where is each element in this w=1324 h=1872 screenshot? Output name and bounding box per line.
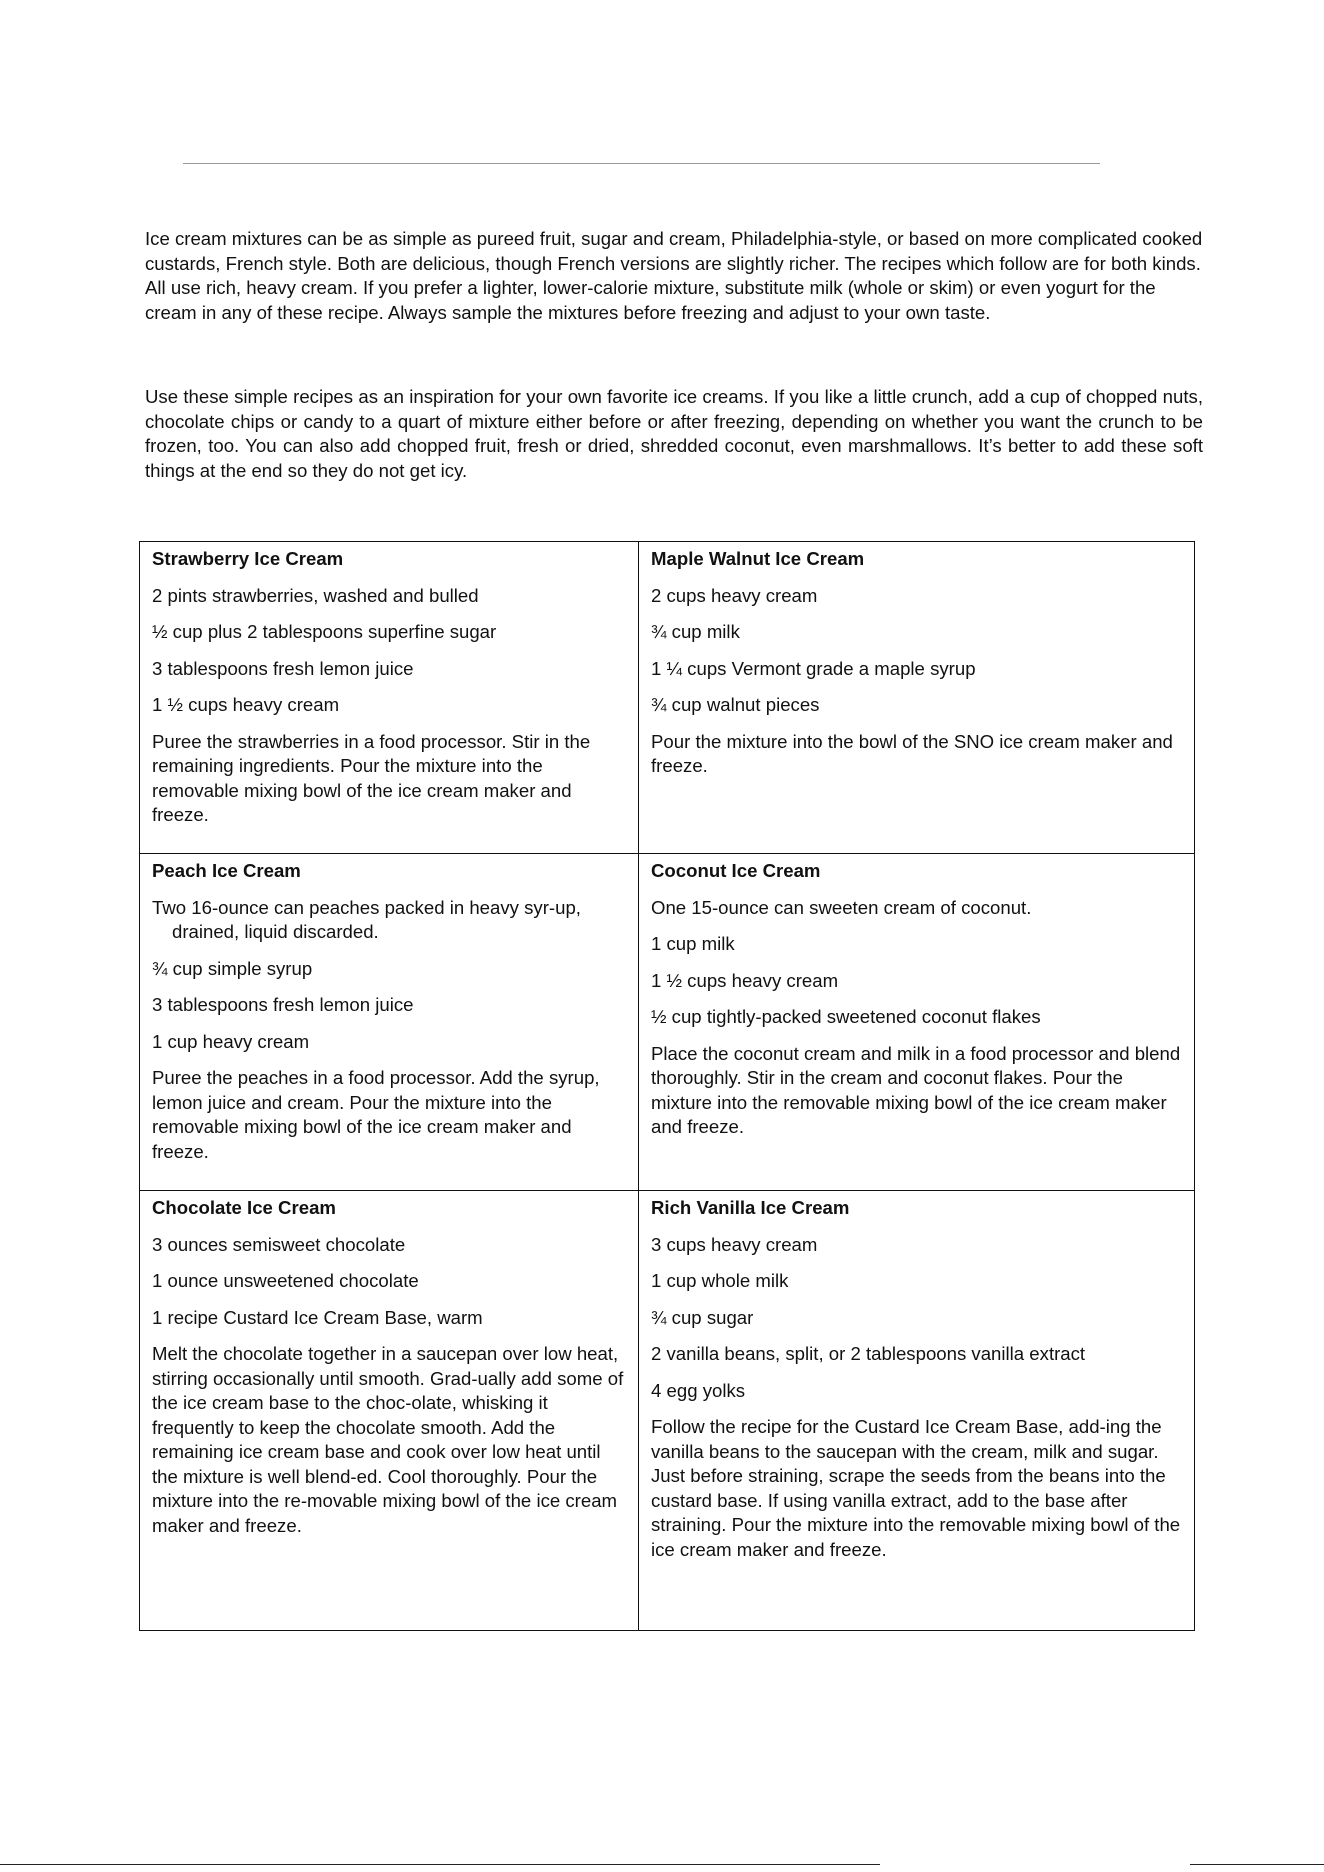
recipe-method: Melt the chocolate together in a saucepan over low heat, stirring occasionally until smooth. Grad-ually add some of the ice cream base to the choc-olate, whisking it frequently to keep the chocolate smooth. Add the remaining ice cream base and cook over low heat until the mixture is well blend-ed. Cool thoroughly. Pour the mixture into the re-movable mixing bowl of the ice cream maker and freeze. <box>152 1343 624 1536</box>
recipe-method: Follow the recipe for the Custard Ice Cream Base, add-ing the vanilla beans to the saucepan with the cream, milk and sugar. Just before straining, scrape the seeds from the beans into the custard base. If using vanilla extract, add to the base after straining. Pour the mixture into the removable mixing bowl of the ice cream maker and freeze. <box>651 1416 1181 1560</box>
ingredient-item: ½ cup plus 2 tablespoons superfine sugar <box>152 621 497 642</box>
ingredient-item: 1 recipe Custard Ice Cream Base, warm <box>152 1306 483 1328</box>
recipe-title: Rich Vanilla Ice Cream <box>651 1197 850 1218</box>
recipe-title: Chocolate Ice Cream <box>152 1197 336 1218</box>
ingredient-item: 1 ½ cups heavy cream <box>152 694 340 715</box>
recipe-title: Strawberry Ice Cream <box>152 548 344 569</box>
recipe-method: Place the coconut cream and milk in a food processor and blend thoroughly. Stir in the cream and coconut flakes. Pour the mixture into the removable mixing bowl of the ice cream maker and freeze. <box>651 1042 1181 1137</box>
ingredient-item: 2 cups heavy cream <box>651 584 818 606</box>
recipe-row <box>140 542 1195 854</box>
footer-rule-left <box>0 1864 880 1865</box>
ingredient-item: 3 ounces semisweet chocolate <box>152 1233 406 1255</box>
recipe-row <box>140 1191 1195 1631</box>
ingredient-item: 1 cup whole milk <box>651 1270 789 1291</box>
ingredient-item: One 15-ounce can sweeten cream of coconut. <box>651 896 1032 918</box>
ingredient-item: ¾ cup walnut pieces <box>651 694 820 715</box>
recipe-title: Coconut Ice Cream <box>651 860 821 881</box>
ingredient-item: 1 cup heavy cream <box>152 1030 310 1052</box>
ingredient-item: Two 16-ounce can peaches packed in heavy syr-up, drained, liquid discarded. <box>152 896 581 942</box>
ingredient-item: 1 cup milk <box>651 933 735 954</box>
recipe-method: Puree the strawberries in a food processor. Stir in the remaining ingredients. Pour the mixture into the removable mixing bowl of the ice cream maker and freeze. <box>152 730 591 825</box>
ingredient-item: 1 ½ cups heavy cream <box>651 969 839 991</box>
footer-rule-right <box>1190 1864 1324 1865</box>
intro-paragraph-1: Ice cream mixtures can be as simple as pureed fruit, sugar and cream, Philadelphia-style, or based on more complicated cooked custards, French style. Both are delicious, though French versions are slightly richer. The recipes which follow are for both kinds. All use rich, heavy cream. If you prefer a lighter, lower-calorie mixture, substitute milk (whole or skim) or even yogurt for the cream in any of these recipe. Always sample the mixtures before freezing and adjust to your own taste. <box>145 228 1203 323</box>
recipe-cell-rich-vanilla <box>639 1191 1195 1631</box>
ingredient-item: 1 ¼ cups Vermont grade a maple syrup <box>651 657 976 679</box>
recipe-method: Puree the peaches in a food processor. Add the syrup, lemon juice and cream. Pour the mixture into the removable mixing bowl of the ice cream maker and freeze. <box>152 1067 600 1162</box>
ingredient-item: ¾ cup simple syrup <box>152 957 313 979</box>
ingredient-item: 2 vanilla beans, split, or 2 tablespoons vanilla extract <box>651 1343 1086 1364</box>
ingredient-item: 3 tablespoons fresh lemon juice <box>152 657 414 679</box>
ingredient-item: ¾ cup milk <box>651 621 740 642</box>
ingredient-item: 3 cups heavy cream <box>651 1233 818 1255</box>
recipe-cell-maple-walnut <box>639 542 1195 854</box>
ingredient-item: 4 egg yolks <box>651 1379 746 1401</box>
recipe-title: Maple Walnut Ice Cream <box>651 548 865 569</box>
recipe-cell-peach <box>140 854 639 1191</box>
recipe-cell-strawberry <box>140 542 639 854</box>
recipe-table <box>139 541 1195 1631</box>
recipe-cell-coconut <box>639 854 1195 1191</box>
ingredient-item: ¾ cup sugar <box>651 1306 754 1328</box>
ingredient-item: ½ cup tightly-packed sweetened coconut flakes <box>651 1006 1041 1027</box>
recipe-row <box>140 854 1195 1191</box>
ingredient-item: 3 tablespoons fresh lemon juice <box>152 994 414 1015</box>
recipe-cell-chocolate <box>140 1191 639 1631</box>
ingredient-item: 1 ounce unsweetened chocolate <box>152 1270 419 1291</box>
header-rule <box>183 163 1100 164</box>
ingredient-item: 2 pints strawberries, washed and bulled <box>152 584 479 606</box>
intro-paragraph-2: Use these simple recipes as an inspiration for your own favorite ice creams. If you like a little crunch, add a cup of chopped nuts, chocolate chips or candy to a quart of mixture either before or after freezing, depending on whether you want the crunch to be frozen, too. You can also add chopped fruit, fresh or dried, shredded coconut, even marshmallows. It’s better to add these soft things at the end so they do not get icy. <box>145 386 1203 481</box>
recipe-title: Peach Ice Cream <box>152 860 301 881</box>
recipe-method: Pour the mixture into the bowl of the SNO ice cream maker and freeze. <box>651 730 1173 776</box>
